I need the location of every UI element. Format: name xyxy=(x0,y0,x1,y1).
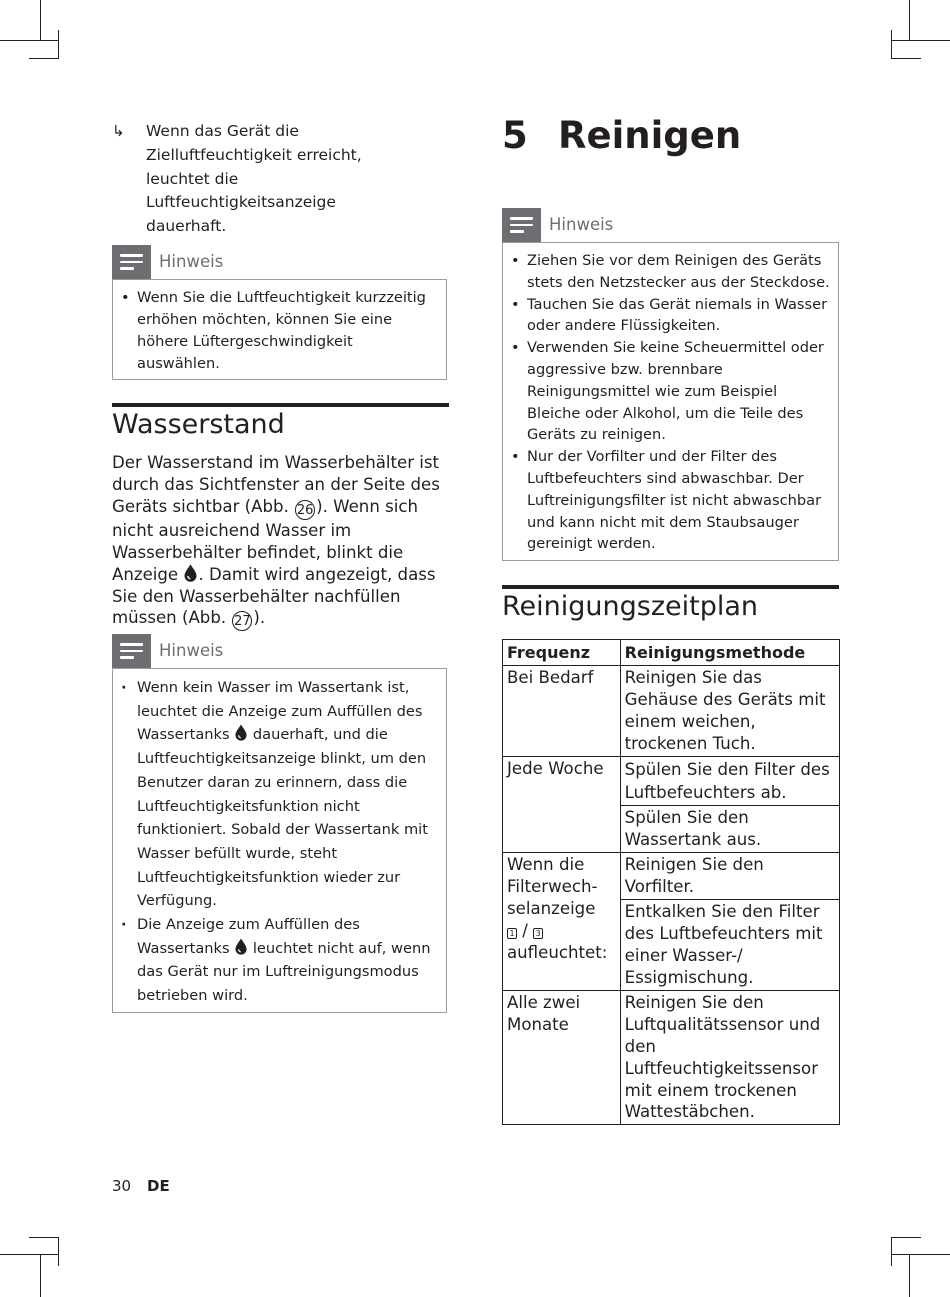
section-title-wasserstand: Wasserstand xyxy=(112,409,285,440)
note-header xyxy=(112,245,449,279)
note-item: • Verwenden Sie keine Scheuermittel oder aggressive bzw. brennbare Reinigungsmittel wie zum Beispiel Bleiche oder Alkohol, um die Teile des Geräts zu reinigen. xyxy=(503,337,834,446)
note-item: • Wenn Sie die Luftfeuchtigkeit kurzzeitig erhöhen möchten, können Sie eine höhere Lüftergeschwindigkeit auswählen. xyxy=(113,287,438,375)
figure-ref: 26 xyxy=(295,500,315,520)
note-icon xyxy=(502,208,541,242)
note-icon xyxy=(112,245,151,279)
page-number: 30 xyxy=(112,1177,132,1195)
table-cell: Jede Woche xyxy=(503,756,621,852)
table-cell: Entkalken Sie den Filter des Luftbefeuchters mit einer Wasser-/ Essigmischung. xyxy=(620,899,839,990)
table-cell: Spülen Sie den Filter des Luftbefeuchters ab. xyxy=(620,756,839,805)
chapter-title: Reinigen xyxy=(558,114,742,157)
filter-3-icon: 3 xyxy=(533,928,543,939)
note-icon xyxy=(112,634,151,668)
note-item: • Tauchen Sie das Gerät niemals in Wasser oder andere Flüssigkeiten. xyxy=(503,294,834,338)
note-header xyxy=(112,634,449,668)
table-cell: Spülen Sie den Wassertank aus. xyxy=(620,805,839,852)
note-item: • Ziehen Sie vor dem Reinigen des Geräts stets den Netzstecker aus der Steckdose. xyxy=(503,250,834,294)
table-cell: Reinigen Sie das Gehäuse des Geräts mit einem weichen, trockenen Tuch. xyxy=(620,665,839,756)
table-row xyxy=(503,990,840,1124)
note-title: Hinweis xyxy=(159,641,224,660)
cleaning-schedule-table xyxy=(502,639,840,1125)
table-row xyxy=(503,852,840,899)
wasserstand-paragraph: Der Wasserstand im Wasserbehälter ist durch das Sichtfenster an der Seite des Geräts sichtbar (Abb. 26 ). Wenn sich nicht ausreichend Wasser im Wasserbehälter befindet, blinkt die Anzeige . Damit wird angezeigt, dass Sie den Wasserbehälter nachfüllen müssen (Abb. 27 ). xyxy=(112,453,440,630)
table-row xyxy=(503,756,840,805)
note-box xyxy=(112,279,447,380)
filter-1-icon: 1 xyxy=(507,928,517,939)
note-title: Hinweis xyxy=(549,215,614,234)
result-item xyxy=(112,120,406,239)
table-cell: Wenn die Filterwech-selanzeige 1 / 3 aufleuchtet: xyxy=(503,852,621,990)
table-header-cell: Frequenz xyxy=(503,640,621,666)
section-title-reinigungszeitplan: Reinigungszeitplan xyxy=(502,591,759,622)
section-rule xyxy=(502,585,839,589)
result-arrow-icon: ↳ xyxy=(112,122,125,140)
note-box xyxy=(112,668,447,1013)
result-text: Wenn das Gerät die Zielluftfeuchtigkeit erreicht, leuchtet die Luftfeuchtigkeitsanzeige dauerhaft. xyxy=(146,122,362,236)
chapter-number: 5 xyxy=(502,114,528,157)
note-header xyxy=(502,208,839,242)
chapter-heading xyxy=(502,114,741,157)
table-cell: Bei Bedarf xyxy=(503,665,621,756)
note-item: · Wenn kein Wasser im Wassertank ist, leuchtet die Anzeige zum Auffüllen des Wassertanks dauerhaft, und die Luftfeuchtigkeitsanzeige blinkt, um den Benutzer daran zu erinnern, dass die Luftfeuchtigkeitsfunktion nicht funktioniert. Sobald der Wassertank mit Wasser befüllt wurde, steht Luftfeuchtigkeitsfunktion wieder zur Verfügung. xyxy=(113,676,438,913)
section-rule xyxy=(112,403,449,407)
table-header-row xyxy=(503,640,840,666)
figure-ref: 27 xyxy=(232,611,252,631)
note-title: Hinweis xyxy=(159,252,224,271)
water-drop-icon xyxy=(235,724,247,741)
table-cell: Alle zwei Monate xyxy=(503,990,621,1124)
note-item: • Nur der Vorfilter und der Filter des Luftbefeuchters sind abwaschbar. Der Luftreinigungsfilter ist nicht abwaschbar und kann nicht mit dem Staubsauger gereinigt werden. xyxy=(503,446,834,555)
table-row xyxy=(503,665,840,756)
note-box xyxy=(502,242,839,561)
table-cell: Reinigen Sie den Vorfilter. xyxy=(620,852,839,899)
water-drop-icon xyxy=(235,938,247,955)
note-item: · Die Anzeige zum Auffüllen des Wassertanks leuchtet nicht auf, wenn das Gerät nur im Luftreinigungsmodus betrieben wird. xyxy=(113,913,438,1008)
table-cell: Reinigen Sie den Luftqualitätssensor und den Luftfeuchtigkeitssensor mit einem trockenen Wattestäbchen. xyxy=(620,990,839,1124)
language-code: DE xyxy=(147,1177,170,1195)
water-drop-icon xyxy=(184,564,197,582)
table-header-cell: Reinigungsmethode xyxy=(620,640,839,666)
